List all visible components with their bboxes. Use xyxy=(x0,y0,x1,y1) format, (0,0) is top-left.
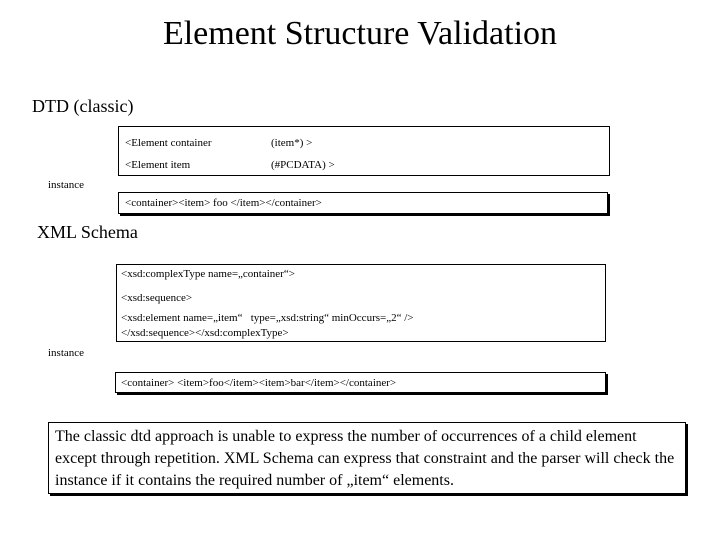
dtd-line-1-col2: (item*) > xyxy=(271,137,313,149)
schema-line-3: <xsd:element name=„item“ type=„xsd:string“ minOccurs=„2“ /> xyxy=(121,312,414,324)
schema-line-1: <xsd:complexType name=„container“> xyxy=(121,268,295,280)
schema-definition-box xyxy=(116,264,606,342)
dtd-heading: DTD (classic) xyxy=(32,96,134,116)
explanation-note: The classic dtd approach is unable to express the number of occurrences of a child element except through repetition. XML Schema can express that constraint and the parser will check the instance if it contains the required number of „item“ elements. xyxy=(48,422,686,494)
dtd-line-2-col1: <Element item xyxy=(125,159,191,171)
dtd-line-1-col1: <Element container xyxy=(125,137,212,149)
schema-instance-box xyxy=(115,372,606,393)
page-title: Element Structure Validation xyxy=(162,15,558,52)
schema-heading: XML Schema xyxy=(37,222,138,242)
dtd-instance-text: <container><item> foo </item></container> xyxy=(125,197,322,209)
schema-instance-label: instance xyxy=(48,347,85,359)
dtd-instance-box xyxy=(118,192,608,214)
dtd-definition-box xyxy=(118,126,610,176)
schema-line-4: </xsd:sequence></xsd:complexType> xyxy=(121,327,289,339)
dtd-instance-label: instance xyxy=(48,179,85,191)
schema-instance-text: <container> <item>foo</item><item>bar</item></container> xyxy=(121,377,397,389)
dtd-line-2-col2: (#PCDATA) > xyxy=(271,159,335,171)
schema-line-2: <xsd:sequence> xyxy=(121,292,193,304)
